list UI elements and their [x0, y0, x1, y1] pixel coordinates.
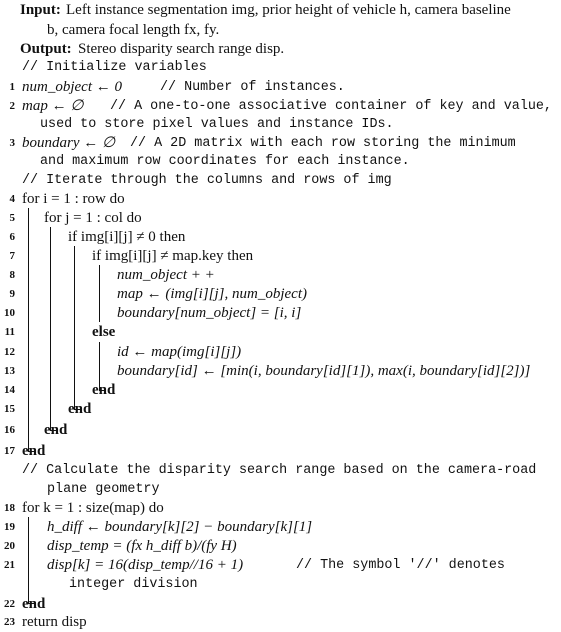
for-k-block-tick [28, 603, 34, 604]
code-line-19: 19 h_diff ← boundary[k][2] − boundary[k][1] [4, 519, 313, 535]
input-label: Input: [20, 2, 61, 18]
code-line-3-cont: and maximum row coordinates for each instance. [40, 154, 410, 169]
code-line-14: 14 end [4, 382, 116, 398]
else-block-line [99, 342, 100, 391]
comment-calculate-cont: plane geometry [47, 482, 160, 497]
for-i-block-line [28, 208, 29, 452]
code-line-13: 13 boundary[id] ← [min(i, boundary[id][1]), max(i, boundary[id][2])] [4, 363, 531, 379]
code-line-2: 2 map ← ∅ // A one-to-one associative container of key and value, [9, 98, 552, 114]
output-text: Stereo disparity search range disp. [78, 41, 285, 57]
code-line-16: 16 end [4, 422, 68, 438]
comment-calculate: // Calculate the disparity search range based on the camera-road [22, 463, 537, 478]
code-line-2-cont: used to store pixel values and instance IDs. [40, 117, 394, 132]
code-line-1: 1 num_object ← 0 // Number of instances. [9, 79, 345, 95]
code-line-5: 5 for j = 1 : col do [9, 210, 142, 226]
for-j-block-tick [50, 430, 56, 431]
output-line [0, 40, 561, 59]
code-line-15: 15 end [4, 401, 92, 417]
input-text-1: Left instance segmentation img, prior height of vehicle h, camera baseline [66, 2, 511, 18]
else-block-tick [99, 390, 105, 391]
code-line-8: 8 num_object + + [9, 267, 215, 283]
code-line-21-cont: integer division [69, 577, 198, 592]
comment-iterate: // Iterate through the columns and rows of img [22, 173, 392, 188]
if-nonzero-block-tick [74, 409, 80, 410]
input-text-2: b, camera focal length fx, fy. [47, 22, 220, 38]
code-line-18: 18 for k = 1 : size(map) do [4, 500, 164, 516]
if-key-block-line [99, 265, 100, 322]
code-line-11: 11 else [4, 324, 116, 340]
code-line-9: 9 map ← (img[i][j], num_object) [9, 286, 307, 302]
code-line-10: 10 boundary[num_object] = [i, i] [4, 305, 302, 321]
for-i-block-tick [28, 451, 34, 452]
code-line-21: 21 disp[k] = 16(disp_temp//16 + 1) // The symbol '//' denotes [4, 557, 505, 573]
code-line-4: 4 for i = 1 : row do [9, 191, 125, 207]
code-line-23: 23 return disp [4, 614, 87, 630]
input-line-2 [0, 21, 561, 40]
comment-initialize: // Initialize variables [22, 60, 207, 75]
code-line-20: 20 disp_temp = (fx h_diff b)/(fy H) [4, 538, 237, 554]
code-line-7: 7 if img[i][j] ≠ map.key then [9, 248, 254, 264]
output-label: Output: [20, 41, 72, 57]
for-j-block-line [50, 227, 51, 431]
code-line-6: 6 if img[i][j] ≠ 0 then [9, 229, 186, 245]
code-line-3: 3 boundary ← ∅ // A 2D matrix with each row storing the minimum [9, 135, 516, 151]
code-line-22: 22 end [4, 596, 46, 612]
if-nonzero-block-line [74, 246, 75, 410]
input-line-1 [0, 1, 561, 20]
code-line-17: 17 end [4, 443, 46, 459]
code-line-12: 12 id ← map(img[i][j]) [4, 344, 242, 360]
for-k-block-line [28, 517, 29, 604]
